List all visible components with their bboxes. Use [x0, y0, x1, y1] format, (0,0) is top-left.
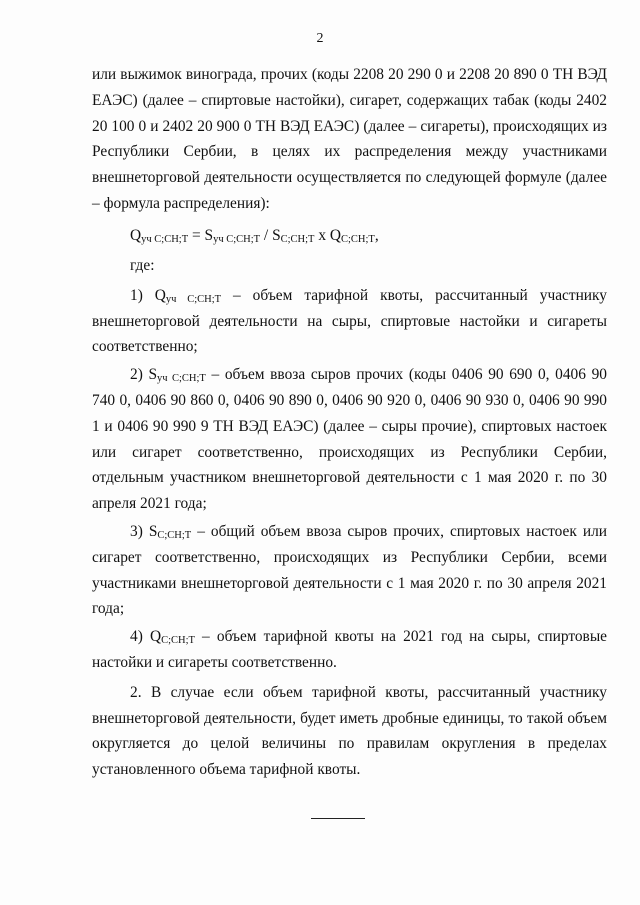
item-symbol: Q	[154, 286, 166, 304]
paragraph-intro: или выжимок винограда, прочих (коды 2208 20 290 0 и 2208 20 890 0 ТН ВЭД ЕАЭС) (далее – спиртовые настойки), сигарет, содержащих табак (коды 2402 20 100 0 и 2402 20 900 0 ТН ВЭД ЕАЭС) (далее – сигареты), происходящих из Республики Сербии, в целях их распределения между участниками внешнеторговой деятельности осуществляется по следующей формуле (далее – формула распределения):	[92, 66, 607, 212]
where-label: где:	[130, 256, 155, 274]
formula-q-symbol: Q	[130, 226, 142, 244]
item-subscript: С;СН;Т	[157, 529, 192, 541]
page-number: 2	[316, 31, 324, 46]
formula-equals: =	[188, 226, 205, 244]
formula-q2-symbol: Q	[329, 226, 341, 244]
formula-s2-subscript: С;СН;Т	[280, 233, 315, 245]
item-symbol: S	[148, 366, 158, 384]
item-prefix: 2)	[130, 366, 149, 384]
item-subscript: С;СН;Т	[161, 635, 195, 647]
definition-item-4	[92, 624, 607, 676]
distribution-formula	[130, 223, 607, 249]
formula-divide: /	[260, 226, 273, 244]
closing-divider-line	[311, 818, 365, 819]
formula-end: ,	[374, 226, 379, 244]
formula-s2-symbol: S	[272, 226, 281, 244]
item-text: – объем тарифной квоты на 2021 год на сыры, спиртовые настойки и сигареты соответственно.	[92, 628, 607, 671]
item-symbol: Q	[149, 628, 162, 646]
formula-q2-subscript: С;СН;Т	[340, 233, 375, 245]
item-subscript: уч С;СН;Т	[157, 373, 206, 385]
item-symbol: S	[148, 522, 158, 540]
formula-q-subscript: уч С;СН;Т	[141, 233, 189, 245]
definition-item-1	[92, 283, 607, 360]
formula-times: x	[314, 226, 330, 244]
item-text: – объем ввоза сыров прочих (коды 0406 90 690 0, 0406 90 740 0, 0406 90 860 0, 0406 90 890 0, 0406 90 920 0, 0406 90 930 0, 0406 90 990 1 и 0406 90 990 9 ТН ВЭД ЕАЭС) (далее – сыры прочие), спиртовых настоек или сигарет соответственно, происходящих из Республики Сербии, отдельным участником внешнеторговой деятельности с 1 мая 2020 г. по 30 апреля 2021 года;	[92, 366, 607, 513]
item-prefix: 4)	[130, 628, 150, 646]
paragraph-rounding: 2. В случае если объем тарифной квоты, рассчитанный участнику внешнеторговой деятельности, будет иметь дробные единицы, то такой объем округляется до целой величины по правилам округления в пределах установленного объема тарифной квоты.	[92, 683, 607, 779]
definition-item-2	[92, 362, 607, 517]
item-prefix: 3)	[130, 522, 149, 540]
definition-item-3	[92, 519, 607, 622]
formula-s1-symbol: S	[204, 226, 214, 244]
item-prefix: 1)	[130, 286, 155, 304]
item-text: – общий объем ввоза сыров прочих, спиртовых настоек или сигарет соответственно, происходящих из Республики Сербии, всеми участниками внешнеторговой деятельности с 1 мая 2020 г. по 30 апреля 2021 года;	[92, 522, 607, 618]
document-body	[92, 62, 607, 783]
formula-s1-subscript: уч С;СН;Т	[213, 233, 261, 245]
item-subscript: уч С;СН;Т	[165, 293, 222, 305]
item-text: – объем тарифной квоты, рассчитанный участнику внешнеторговой деятельности на сыры, спиртовые настойки и сигареты соответственно;	[92, 286, 608, 356]
